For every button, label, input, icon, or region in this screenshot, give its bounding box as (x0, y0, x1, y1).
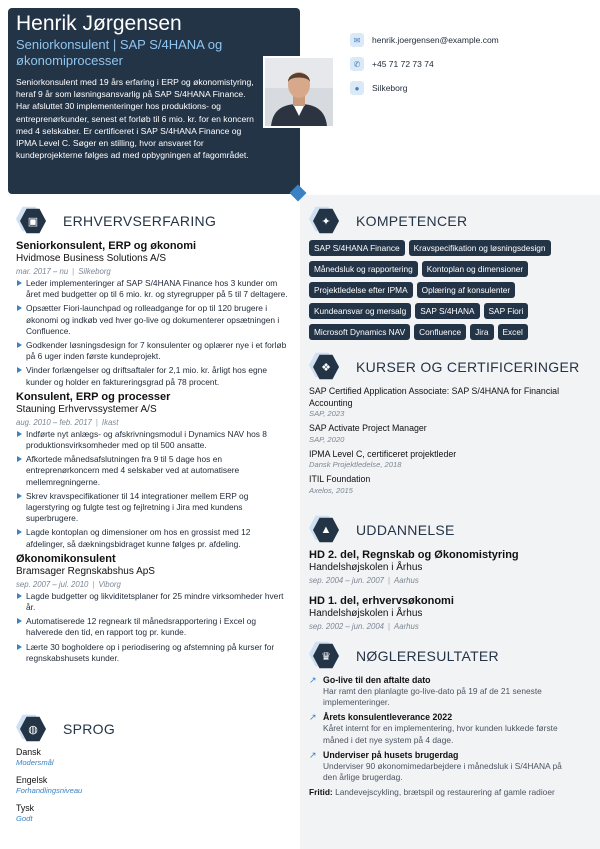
experience-item (16, 240, 291, 388)
section-title: KURSER OG CERTIFICERINGER (356, 359, 580, 375)
achievement-desc: Har ramt den planlagte go-live-dato på 19 af de 21 seneste implementeringer. (323, 686, 542, 708)
contact-email[interactable] (350, 32, 499, 48)
person-portrait-icon (265, 58, 333, 126)
header-panel (8, 8, 300, 194)
skills-tags (309, 240, 571, 340)
hobbies-line (309, 787, 571, 798)
language-level: Forhandlingsniveau (16, 786, 83, 795)
language-name: Dansk (16, 747, 41, 757)
job-company: Bramsager Regnskabshus ApS (16, 565, 155, 577)
lightbulb-icon: ✦ (313, 208, 339, 234)
course-meta: Axelos, 2015 (309, 485, 353, 495)
email-text: henrik.joergensen@example.com (372, 35, 499, 45)
skill-tag: Jira (470, 324, 493, 340)
job-bullet: Vinder forlængelser og driftsaftaler for 2,1 mio. kr. årligt hos egne kunder og holder en faktureringsgrad på 78 procent. (16, 365, 291, 387)
education-dates: sep. 2004 – jun. 2007 (309, 576, 384, 585)
education-school: Handelshøjskolen i Århus (309, 608, 423, 619)
skill-tag: Confluence (414, 324, 466, 340)
job-meta: sep. 2007 – jul. 2010 | Viborg (16, 579, 121, 589)
job-bullet: Skrev kravspecifikationer til 14 integrationer mellem ERP og lagerstyring og fulgte test og fejlretning i Jira med kundens superbrugere. (16, 491, 291, 525)
briefcase-icon: ▣ (20, 208, 46, 234)
contact-location (350, 80, 499, 96)
language-name: Tysk (16, 803, 35, 813)
job-bullet: Indførte nyt anlægs- og afskrivningsmodul i Dynamics NAV hos 8 produktionsvirksomheder med op til 500 ansatte. (16, 429, 291, 451)
section-title: NØGLERESULTATER (356, 648, 499, 664)
experience-list (16, 240, 291, 667)
job-bullet: Lærte 30 bogholdere op i periodisering og afstemning på kurser for regnskabshusets kunder. (16, 642, 291, 664)
course-meta: Dansk Projektledelse, 2018 (309, 460, 402, 469)
skill-tag: SAP Fiori (484, 303, 529, 319)
hobbies-text: Landevejscykling, brætspil og restaurering af gamle radioer (335, 787, 555, 798)
job-bullet: Afkortede månedsafslutningen fra 9 til 5 dage hos en entreprenørkoncern med 4 selskaber ved at automatisere mellemregningerne. (16, 454, 291, 488)
course-name: SAP Activate Project Manager (309, 423, 427, 433)
job-location: Silkeborg (78, 267, 111, 276)
course-meta: SAP, 2020 (309, 434, 345, 444)
education-title: HD 1. del, erhvervsøkonomi (309, 595, 454, 607)
mail-icon: ✉ (350, 33, 364, 47)
job-company: Hvidmose Business Solutions A/S (16, 253, 167, 264)
education-school: Handelshøjskolen i Århus (309, 562, 423, 573)
job-title: Konsulent, ERP og processer (16, 390, 171, 403)
job-location: Viborg (98, 579, 121, 589)
course-name: ITIL Foundation (309, 474, 371, 484)
course-name: IPMA Level C, certificeret projektleder (309, 448, 457, 459)
contact-list (350, 32, 499, 104)
skill-tag: SAP S/4HANA Finance (309, 240, 405, 256)
skill-tag: Kravspecifikation og løsningsdesign (409, 240, 551, 256)
section-title: ERHVERVSERFARING (63, 213, 217, 229)
trending-up-icon: ↗ (309, 712, 317, 723)
language-name: Engelsk (16, 775, 48, 785)
education-meta: sep. 2004 – jun. 2007 | Aarhus (309, 576, 419, 585)
job-title: Seniorkonsulent, ERP og økonomi (16, 240, 197, 252)
trending-up-icon: ↗ (309, 749, 317, 760)
candidate-name: Henrik Jørgensen (16, 12, 182, 35)
skill-tag: SAP S/4HANA (415, 303, 479, 319)
skill-tag: Excel (498, 324, 528, 340)
job-bullet: Leder implementeringer af SAP S/4HANA Finance hos 3 kunder om året med budgetter op til 6 mio. kr. og styregrupper på 5 til 7 deltagere. (16, 278, 291, 300)
achievement-title: Årets konsulentleverance 2022 (323, 712, 453, 723)
job-dates: mar. 2017 – nu (16, 267, 69, 276)
job-dates: aug. 2010 – feb. 2017 (16, 417, 92, 427)
achievement-title: Underviser på husets brugerdag (323, 749, 459, 760)
job-meta: aug. 2010 – feb. 2017 | Ikast (16, 417, 119, 427)
job-location: Ikast (101, 417, 119, 427)
location-text: Silkeborg (372, 83, 408, 93)
section-heading-education (313, 517, 455, 543)
candidate-role: Seniorkonsulent | SAP S/4HANA og økonomiprocesser (16, 37, 223, 68)
section-title: UDDANNELSE (356, 522, 455, 538)
location-pin-icon: ● (350, 81, 364, 95)
education-location: Aarhus (394, 576, 419, 585)
course-meta: SAP, 2023 (309, 409, 345, 418)
profile-summary: Seniorkonsulent med 19 års erfaring i ERP og økonomistyring, heraf 9 år som løsningsansvarlig på SAP S/4HANA Finance. Har afsluttet 30 implementeringer hos produktions- og entreprenørkunder, senest et forløb til 6 mio. kr. for en koncern med 4 selskaber. Er certificeret i SAP S/4HANA Finance og IPMA Level C. Søger en stilling, hvor ansvaret for kundeprojekterne følges ad med opbygningen af fagområdet. (16, 77, 254, 161)
achievement-item (309, 675, 571, 708)
job-title: Økonomikonsulent (16, 552, 116, 565)
achievement-item (309, 750, 571, 783)
phone-icon: ✆ (350, 57, 364, 71)
section-title: KOMPETENCER (356, 213, 468, 229)
course-name: SAP Certified Application Associate: SAP S/4HANA for Financial Accounting (309, 386, 560, 408)
experience-item (16, 553, 291, 664)
education-location: Aarhus (394, 622, 419, 631)
section-title: SPROG (63, 721, 116, 737)
hobbies-label: Fritid: (309, 787, 333, 798)
skill-tag: Projektledelse efter IPMA (309, 282, 413, 298)
job-bullet: Godkender løsningsdesign for 7 konsulenter og oplærer nye i et forløb på 6 uger inden første kundeprojekt. (16, 340, 291, 362)
graduation-cap-icon: ▲ (313, 517, 339, 543)
languages-list (16, 747, 291, 831)
profile-photo (263, 56, 335, 128)
section-heading-achievements (313, 643, 499, 669)
skill-tag: Månedsluk og rapportering (309, 261, 418, 277)
skill-tag: Microsoft Dynamics NAV (309, 324, 410, 340)
achievement-title: Go-live til den aftalte dato (323, 675, 431, 685)
globe-icon: ◍ (20, 716, 46, 742)
language-level: Godt (16, 814, 33, 823)
job-bullet: Lagde kontoplan og dimensioner om hos en grossist med 12 afdelinger, så dækningsbidraget kunne følges pr. afdeling. (16, 527, 291, 549)
education-item (309, 595, 571, 632)
job-dates: sep. 2007 – jul. 2010 (16, 579, 89, 589)
language-level: Modersmål (16, 758, 54, 767)
trending-up-icon: ↗ (309, 675, 317, 685)
job-company: Stauning Erhvervssystemer A/S (16, 403, 157, 415)
job-bullet: Lagde budgetter og likviditetsplaner for 25 mindre virksomheder hvert år. (16, 591, 291, 613)
job-meta: mar. 2017 – nu | Silkeborg (16, 267, 111, 276)
job-bullet: Opsætter Fiori-launchpad og rolleadgange for op til 120 brugere i økonomi og indkøb ved hver go-live og dokumenterer opsætningen i Confluence. (16, 303, 291, 337)
achievement-desc: Kåret internt for en implementering, hvor kunden lukkede første måned i det nye system på 4 dage. (323, 723, 558, 745)
skill-tag: Kontoplan og dimensioner (422, 261, 528, 277)
section-heading-experience (20, 208, 216, 234)
courses-list (309, 386, 571, 500)
achievement-desc: Underviser 90 økonomimedarbejdere i månedsluk i S/4HANA på den årlige brugerdag. (323, 760, 562, 783)
education-meta: sep. 2002 – jun. 2004 | Aarhus (309, 622, 419, 631)
job-bullet: Automatiserede 12 regneark til månedsrapportering i Excel og halverede den tid, en rapport tog pr. kunde. (16, 616, 291, 638)
section-heading-languages (20, 716, 115, 742)
section-heading-skills (313, 208, 467, 234)
education-dates: sep. 2002 – jun. 2004 (309, 622, 384, 631)
experience-item (16, 391, 291, 550)
section-heading-courses (313, 354, 580, 380)
contact-phone[interactable] (350, 56, 499, 72)
skill-tag: Oplæring af konsulenter (417, 282, 516, 298)
trophy-icon: ♛ (313, 643, 339, 669)
achievements-list (309, 675, 571, 798)
phone-text: +45 71 72 73 74 (372, 59, 434, 69)
education-title: HD 2. del, Regnskab og Økonomistyring (309, 549, 519, 561)
achievement-item (309, 712, 571, 745)
education-list (309, 549, 571, 632)
skill-tag: Kundeansvar og mersalg (309, 303, 411, 319)
education-item (309, 549, 571, 586)
certificate-icon: ❖ (313, 354, 339, 380)
